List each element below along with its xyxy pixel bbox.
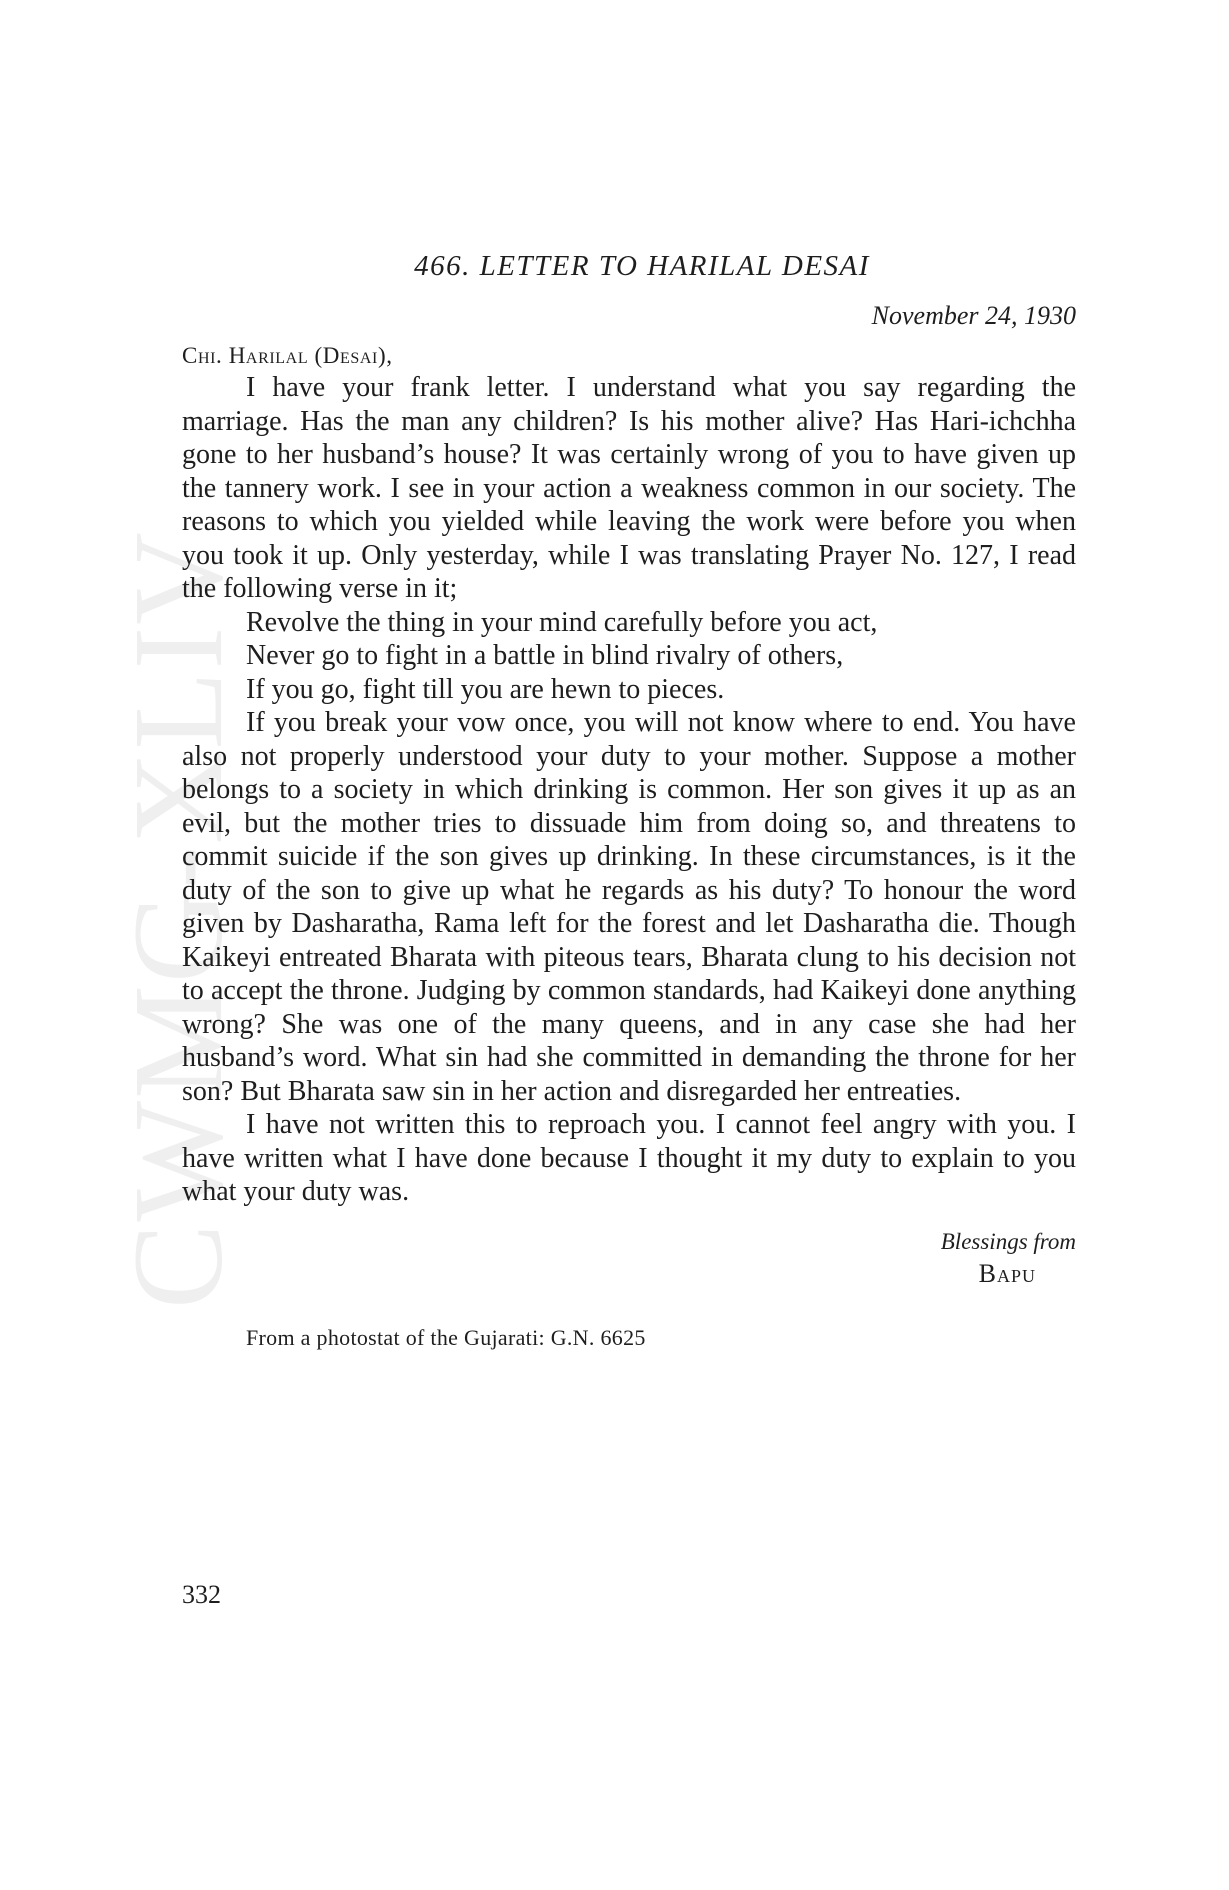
watermark: CWMG-XLIV bbox=[107, 530, 249, 1310]
closing: Blessings from bbox=[940, 1228, 1076, 1254]
salutation: Chi. Harilal (Desai), bbox=[182, 343, 393, 368]
signature: Bapu bbox=[978, 1258, 1036, 1288]
letter-title: 466. LETTER TO HARILAL DESAI bbox=[414, 250, 870, 282]
source-note: From a photostat of the Gujarati: G.N. 6625 bbox=[246, 1324, 646, 1350]
verse-line-2: Never go to fight in a battle in blind rivalry of others, bbox=[246, 640, 844, 671]
paragraph-2: If you break your vow once, you will not know where to end. You have also not properly understood your duty to your mother. Suppose a mother belongs to a society in which drinking is common. Her son gives it up as an evil, but the mother tries to dissuade him from doing so, and threatens to commit suicide if the son gives up drinking. In these circumstances, is it the duty of the son to give up what he regards as his duty? To honour the word given by Dasharatha, Rama left for the forest and let Dasharatha die. Though Kaikeyi entreated Bharata with piteous tears, Bharata clung to his decision not to accept the throne. Judging by common standards, had Kaikeyi done anything wrong? She was one of the many queens, and in any case she had her husband’s word. What sin had she committed in demanding the throne for her son? But Bharata saw sin in her action and disregarded her entreaties. bbox=[182, 707, 1076, 1107]
page-number: 332 bbox=[182, 1580, 221, 1609]
letter-date: November 24, 1930 bbox=[871, 301, 1076, 330]
letter-body bbox=[182, 250, 1076, 1351]
verse-line-1: Revolve the thing in your mind carefully before you act, bbox=[246, 606, 878, 638]
verse-line-3: If you go, fight till you are hewn to pieces. bbox=[246, 673, 725, 705]
paragraph-3: I have not written this to reproach you. I cannot feel angry with you. I have written what I have done because I thought it my duty to explain to you what your duty was. bbox=[182, 1109, 1076, 1207]
paragraph-1: I have your frank letter. I understand what you say regarding the marriage. Has the man any children? Is his mother alive? Has Hari-ichchha gone to her husband’s house? It was certainly wrong of you to have given up the tannery work. I see in your action a weakness common in our society. The reasons to which you yielded while leaving the work were before you when you took it up. Only yesterday, while I was translating Prayer No. 127, I read the following verse in it; bbox=[182, 372, 1076, 604]
